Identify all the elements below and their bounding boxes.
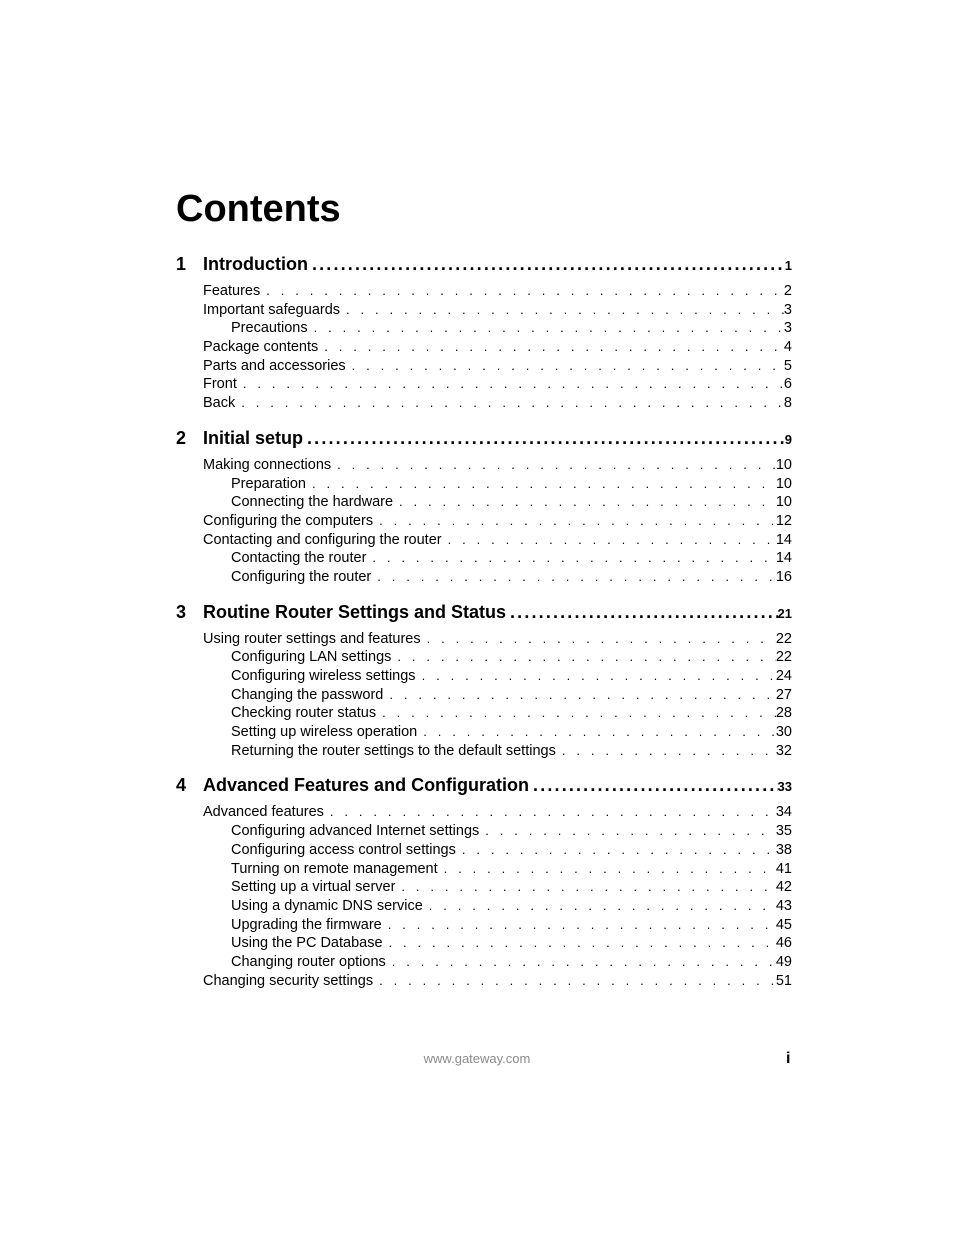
dot-leader	[306, 476, 776, 491]
chapter-page-number: 33	[777, 779, 792, 795]
chapter-heading[interactable]	[176, 775, 792, 799]
toc-entry[interactable]	[176, 631, 792, 650]
toc-entry[interactable]	[176, 358, 792, 377]
entry-title: Contacting the router	[231, 550, 367, 567]
entry-page-number: 49	[775, 953, 792, 970]
dot-leader	[373, 973, 776, 988]
entry-title: Connecting the hardware	[231, 494, 394, 511]
entry-page-number: 3	[783, 320, 792, 337]
entry-page-number: 4	[783, 339, 792, 356]
chapter-heading[interactable]	[176, 254, 792, 278]
entry-page-number: 22	[775, 649, 792, 666]
entry-title: Changing the password	[231, 686, 384, 703]
dot-leader	[438, 861, 776, 876]
toc-subentry[interactable]	[176, 842, 792, 861]
entry-page-number: 24	[775, 668, 792, 684]
toc-subentry[interactable]	[176, 705, 792, 724]
dot-leader	[308, 254, 785, 275]
entry-page-number: 34	[775, 804, 792, 821]
entry-title: Configuring the computers	[203, 512, 374, 529]
toc-subentry[interactable]	[176, 668, 792, 687]
entry-title: Turning on remote management	[231, 860, 438, 877]
entry-title: Configuring LAN settings	[231, 649, 392, 666]
entry-title: Features	[203, 283, 261, 299]
dot-leader	[318, 339, 784, 354]
entry-title: Advanced features	[203, 804, 324, 821]
entry-page-number: 14	[775, 550, 792, 567]
toc-subentry[interactable]	[176, 954, 792, 973]
dot-leader	[529, 775, 777, 796]
chapter-number: 4	[176, 775, 187, 796]
dot-leader	[373, 513, 776, 528]
toc-subentry[interactable]	[176, 494, 792, 513]
toc-subentry[interactable]	[176, 917, 792, 936]
dot-leader	[371, 569, 776, 584]
dot-leader	[383, 935, 776, 950]
toc-subentry[interactable]	[176, 320, 792, 339]
chapter-page-number: 9	[784, 431, 792, 447]
dot-leader	[393, 494, 776, 509]
footer-url: www.gateway.com	[423, 1051, 531, 1066]
toc-subentry[interactable]	[176, 476, 792, 495]
dot-leader	[237, 376, 784, 391]
entry-title: Changing security settings	[203, 972, 374, 989]
dot-leader	[376, 705, 776, 720]
entry-page-number: 2	[783, 283, 792, 299]
entry-page-number: 30	[775, 724, 792, 741]
toc-entry[interactable]	[176, 532, 792, 551]
toc-subentry[interactable]	[176, 935, 792, 954]
dot-leader	[340, 302, 784, 317]
entry-page-number: 51	[775, 972, 792, 989]
toc-subentry[interactable]	[176, 687, 792, 706]
chapter-page-number: 1	[784, 258, 792, 273]
entry-page-number: 28	[775, 705, 792, 722]
entry-page-number: 5	[783, 357, 792, 374]
dot-leader	[308, 320, 784, 335]
chapter-title: Initial setup	[203, 427, 304, 448]
entry-title: Using the PC Database	[231, 935, 383, 952]
chapter-title: Advanced Features and Configuration	[203, 775, 530, 796]
entry-title: Setting up a virtual server	[231, 879, 396, 896]
chapter-4	[176, 775, 792, 991]
table-of-contents	[176, 254, 792, 1005]
dot-leader	[260, 283, 784, 298]
entry-page-number: 12	[775, 512, 792, 529]
toc-subentry[interactable]	[176, 861, 792, 880]
chapter-3	[176, 602, 792, 762]
entry-title: Using a dynamic DNS service	[231, 897, 423, 914]
dot-leader	[386, 954, 776, 969]
dot-leader	[395, 879, 775, 894]
chapter-number: 2	[176, 427, 187, 448]
entry-title: Configuring access control settings	[231, 841, 456, 858]
toc-entry[interactable]	[176, 339, 792, 358]
entry-title: Using router settings and features	[203, 630, 421, 647]
chapter-2	[176, 428, 792, 588]
dot-leader	[331, 457, 776, 472]
entry-page-number: 27	[775, 686, 792, 703]
entry-title: Important safeguards	[203, 301, 341, 318]
dot-leader	[383, 687, 776, 702]
entry-title: Checking router status	[231, 705, 377, 722]
entry-title: Configuring wireless settings	[231, 668, 416, 684]
entry-page-number: 41	[775, 860, 792, 877]
dot-leader	[303, 428, 785, 449]
entry-title: Setting up wireless operation	[231, 724, 418, 741]
dot-leader	[324, 804, 776, 819]
dot-leader	[235, 395, 784, 410]
entry-title: Package contents	[203, 339, 319, 356]
dot-leader	[442, 532, 776, 547]
dot-leader	[417, 724, 776, 739]
toc-subentry[interactable]	[176, 724, 792, 743]
toc-subentry[interactable]	[176, 743, 792, 762]
entry-title: Contacting and configuring the router	[203, 531, 442, 548]
toc-subentry[interactable]	[176, 898, 792, 917]
toc-subentry[interactable]	[176, 569, 792, 588]
chapter-page-number: 21	[777, 605, 792, 621]
entry-page-number: 38	[775, 841, 792, 858]
entry-page-number: 14	[775, 531, 792, 548]
dot-leader	[421, 631, 776, 646]
toc-entry[interactable]	[176, 457, 792, 476]
entry-title: Changing router options	[231, 953, 386, 970]
toc-subentry[interactable]	[176, 649, 792, 668]
dot-leader	[479, 823, 776, 838]
entry-title: Configuring advanced Internet settings	[231, 823, 480, 840]
entry-title: Front	[203, 376, 237, 393]
entry-title: Precautions	[231, 320, 308, 337]
entry-page-number: 6	[783, 376, 792, 393]
chapter-number: 3	[176, 601, 187, 622]
toc-entry[interactable]	[176, 804, 792, 823]
entry-page-number: 46	[775, 935, 792, 952]
dot-leader	[416, 668, 776, 683]
toc-entry[interactable]	[176, 973, 792, 992]
toc-entry[interactable]	[176, 513, 792, 532]
toc-entry[interactable]	[176, 283, 792, 302]
entry-title: Upgrading the firmware	[231, 916, 382, 933]
entry-page-number: 10	[775, 456, 792, 473]
dot-leader	[382, 917, 776, 932]
chapter-1	[176, 254, 792, 414]
dot-leader	[391, 649, 775, 664]
chapter-heading[interactable]	[176, 602, 792, 626]
entry-page-number: 35	[775, 823, 792, 840]
chapter-title: Routine Router Settings and Status	[203, 601, 507, 622]
entry-page-number: 8	[783, 395, 792, 412]
dot-leader	[423, 898, 776, 913]
entry-title: Back	[203, 395, 236, 412]
entry-page-number: 16	[775, 568, 792, 585]
toc-entry[interactable]	[176, 376, 792, 395]
toc-subentry[interactable]	[176, 823, 792, 842]
toc-entry[interactable]	[176, 302, 792, 321]
chapter-number: 1	[176, 254, 187, 274]
entry-title: Preparation	[231, 475, 306, 492]
dot-leader	[506, 602, 778, 623]
dot-leader	[456, 842, 776, 857]
dot-leader	[366, 550, 775, 565]
entry-page-number: 10	[775, 475, 792, 492]
page-title: Contents	[176, 188, 341, 230]
toc-entry[interactable]	[176, 395, 792, 414]
entry-title: Making connections	[203, 456, 332, 473]
entry-page-number: 3	[783, 301, 792, 318]
entry-page-number: 32	[775, 742, 792, 759]
entry-title: Configuring the router	[231, 568, 372, 585]
entry-page-number: 43	[775, 897, 792, 914]
dot-leader	[556, 743, 776, 758]
footer-page-number: i	[786, 1050, 791, 1067]
chapter-title: Introduction	[203, 254, 308, 274]
chapter-heading[interactable]	[176, 428, 792, 452]
entry-page-number: 22	[775, 630, 792, 647]
toc-subentry[interactable]	[176, 550, 792, 569]
entry-page-number: 10	[775, 494, 792, 511]
entry-title: Returning the router settings to the default settings	[231, 742, 556, 759]
entry-page-number: 42	[775, 879, 792, 896]
entry-page-number: 45	[775, 916, 792, 933]
toc-subentry[interactable]	[176, 879, 792, 898]
dot-leader	[346, 358, 784, 373]
entry-title: Parts and accessories	[203, 357, 346, 374]
